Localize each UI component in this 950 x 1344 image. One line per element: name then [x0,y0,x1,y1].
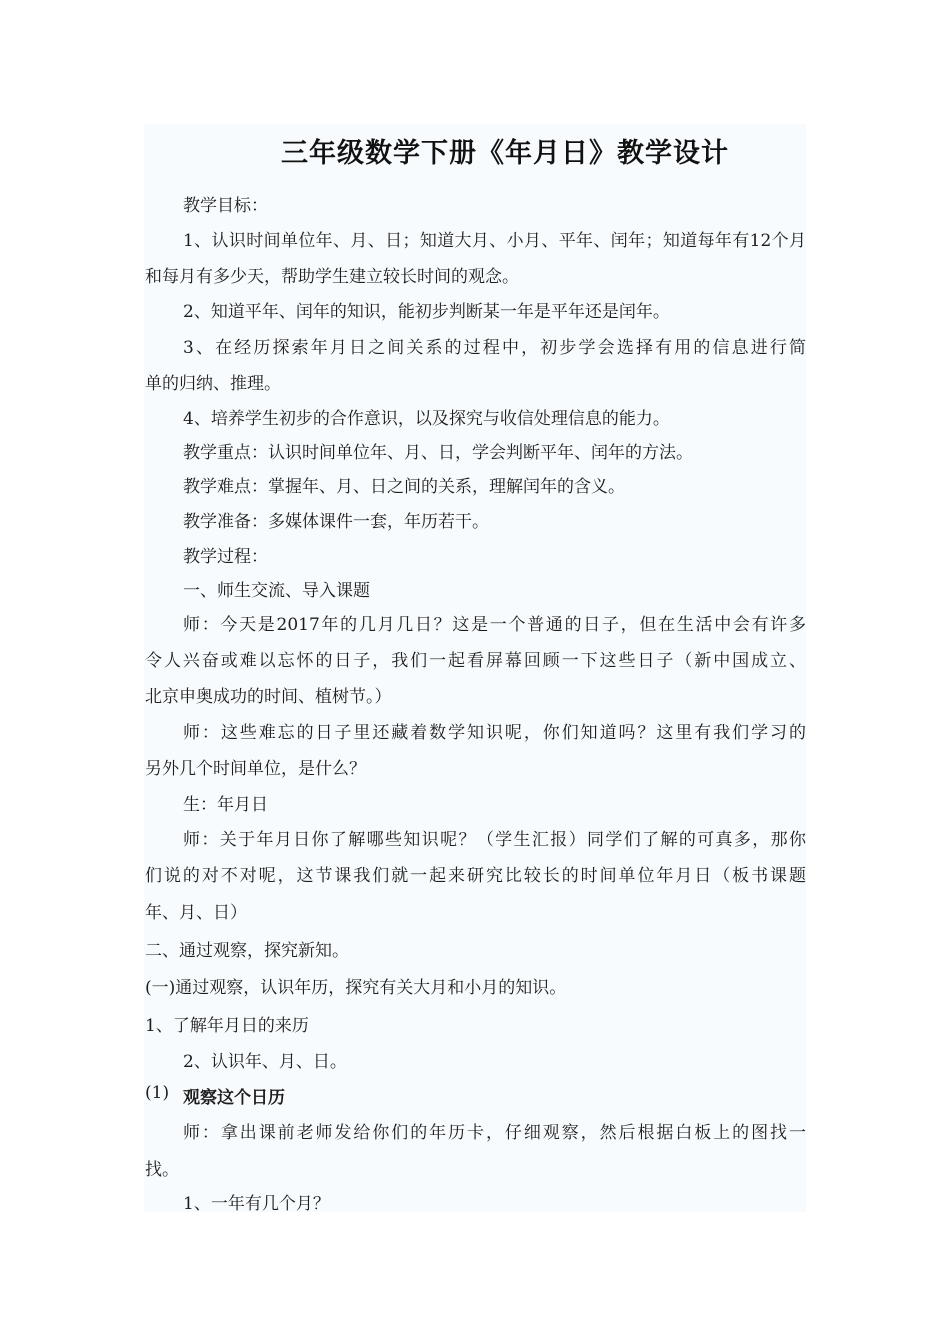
paragraph-line: 2、知道平年、闰年的知识，能初步判断某一年是平年还是闰年。 [183,302,670,322]
paragraph-line: 师：关于年月日你了解哪些知识呢？（学生汇报）同学们了解的可真多，那你 [183,830,806,850]
paragraph-line: 教学难点：掌握年、月、日之间的关系，理解闰年的含义。 [183,477,625,497]
section-heading: 一、师生交流、导入课题 [183,581,370,601]
paragraph-line: 们说的对不对呢，这节课我们就一起来研究比较长的时间单位年月日（板书课题 [145,866,806,886]
paragraph-line: 1、了解年月日的来历 [145,1016,309,1036]
paragraph-line: 和每月有多少天，帮助学生建立较长时间的观念。 [145,267,519,287]
paragraph-line: 1、认识时间单位年、月、日；知道大月、小月、平年、闰年；知道每年有12个月 [183,231,806,251]
paragraph-line: 4、培养学生初步的合作意识，以及探究与收信处理信息的能力。 [183,409,670,429]
document-title: 三年级数学下册《年月日》教学设计 [281,138,729,169]
paragraph-line: 生：年月日 [183,795,268,815]
paragraph-line: 教学准备：多媒体课件一套，年历若干。 [183,512,489,532]
bold-heading: 观察这个日历 [183,1088,285,1108]
paragraph-line: 2、认识年、月、日。 [183,1052,347,1072]
paragraph-line: 3、在经历探索年月日之间关系的过程中，初步学会选择有用的信息进行简 [183,338,806,358]
subsection-heading: (一)通过观察，认识年历，探究有关大月和小月的知识。 [145,978,567,998]
list-marker: (1) [145,1083,170,1103]
paragraph-line: 单的归纳、推理。 [145,374,281,394]
paragraph-line: 教学目标： [183,196,268,216]
paragraph-line: 师：这些难忘的日子里还藏着数学知识呢，你们知道吗？这里有我们学习的 [183,723,806,743]
paragraph-line: 师：今天是2017年的几月几日？这是一个普通的日子，但在生活中会有许多 [183,615,806,635]
paragraph-line: 令人兴奋或难以忘怀的日子，我们一起看屏幕回顾一下这些日子（新中国成立、 [145,651,806,671]
paragraph-line: 师：拿出课前老师发给你们的年历卡，仔细观察，然后根据白板上的图找一 [183,1123,806,1143]
paragraph-line: 教学重点：认识时间单位年、月、日，学会判断平年、闰年的方法。 [183,443,693,463]
paragraph-line: 北京申奥成功的时间、植树节。） [145,687,392,707]
paragraph-line: 找。 [145,1160,179,1180]
paragraph-line: 1、一年有几个月？ [183,1194,330,1214]
paragraph-line: 年、月、日） [145,903,247,923]
section-heading: 二、通过观察，探究新知。 [145,941,349,961]
paragraph-line: 另外几个时间单位，是什么？ [145,759,366,779]
paragraph-line: 教学过程： [183,547,268,567]
